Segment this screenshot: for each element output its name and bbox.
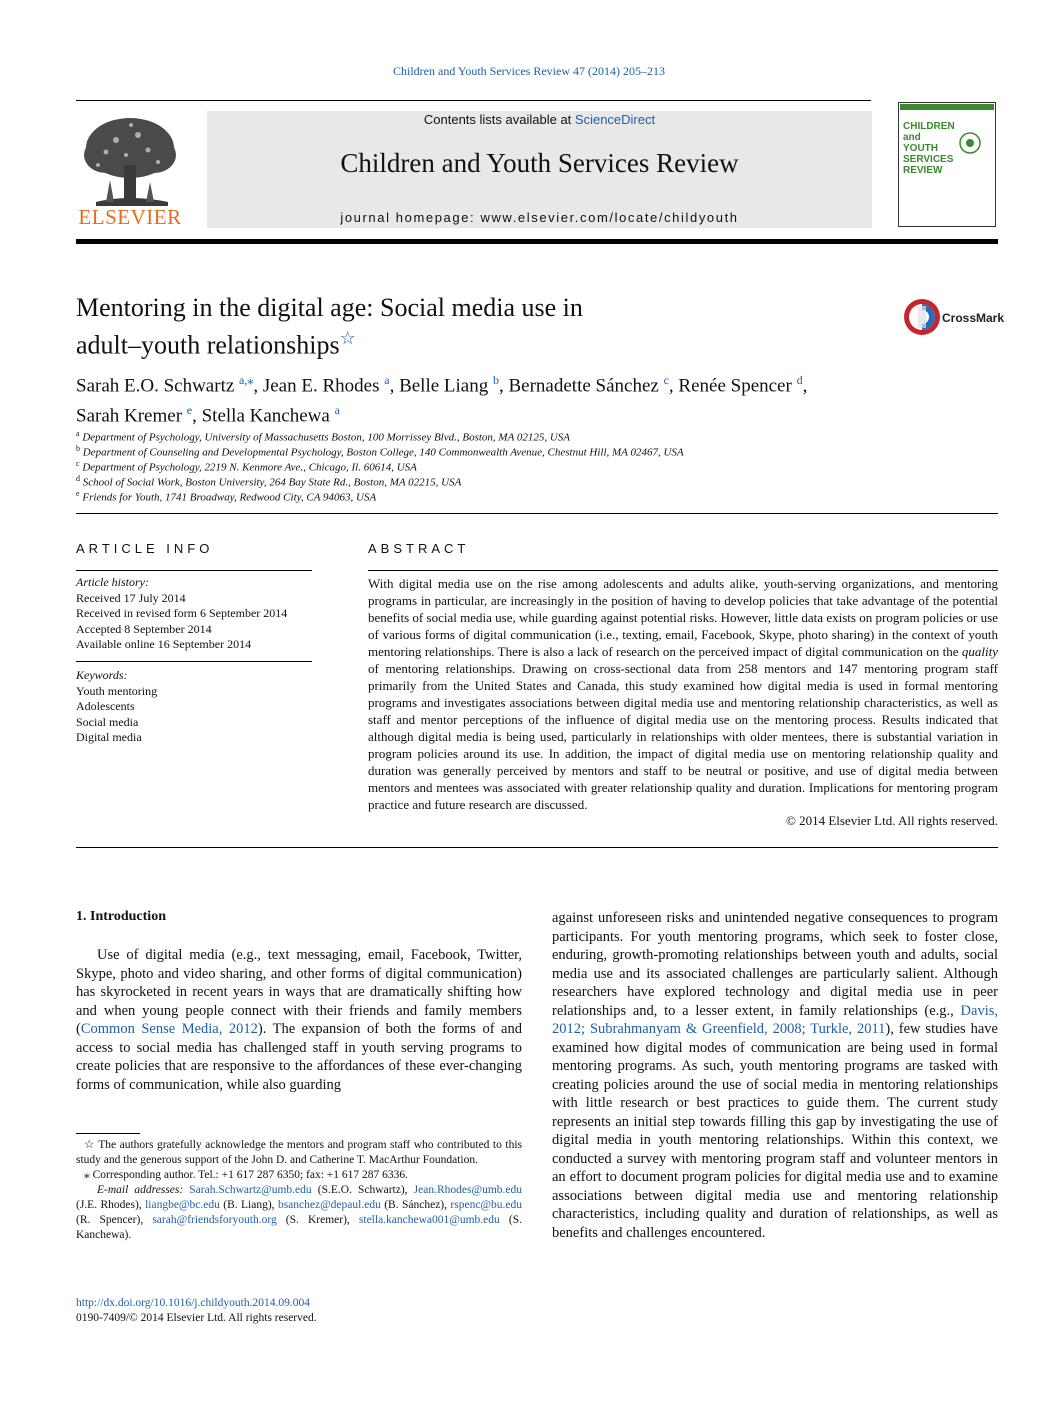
article-title [76, 293, 776, 361]
footnote-star-icon: ☆ [84, 1139, 95, 1151]
author-list [76, 368, 976, 429]
history-item: Accepted 8 September 2014 [76, 621, 212, 636]
footnote-text: The authors gratefully acknowledge the mentors and program staff who contributed to this study and the generous support of the John D. and Catherine T. MacArthur Foundation. [76, 1139, 522, 1166]
intro-right-column [552, 909, 998, 1242]
author-affil-mark[interactable]: b [492, 373, 499, 387]
affiliation-key: d [76, 474, 80, 483]
author-affil-mark[interactable]: c [663, 373, 669, 387]
affiliation-text: Department of Psychology, 2219 N. Kenmore Ave., Chicago, Il. 60614, USA [82, 461, 417, 474]
email-owner: (B. Liang), [219, 1199, 278, 1211]
article-title-line2: adult–youth relationships [76, 330, 340, 360]
footnote-text: Corresponding author. Tel.: +1 617 287 6350; fax: +1 617 287 6336. [92, 1169, 409, 1181]
email-link[interactable]: stella.kanchewa001@umb.edu [358, 1214, 500, 1226]
crossmark-label[interactable]: CrossMark [942, 311, 1005, 325]
keywords-block [76, 668, 157, 746]
footnote-asterisk-icon: ⁎ [84, 1169, 90, 1181]
author-name[interactable]: Belle Liang [399, 375, 489, 397]
contents-prefix: Contents lists available at [423, 112, 575, 127]
doi-block [76, 1296, 317, 1326]
article-info-heading: ARTICLE INFO [76, 541, 214, 556]
article-history [76, 575, 287, 653]
affiliation-key: c [76, 459, 80, 468]
section-heading-introduction: 1. Introduction [76, 909, 166, 924]
cover-ornament-icon [955, 128, 985, 158]
affiliation-text: Friends for Youth, 1741 Broadway, Redwood City, CA 94063, USA [82, 491, 377, 504]
author-affil-mark[interactable]: d [796, 373, 803, 387]
journal-citation[interactable]: Children and Youth Services Review 47 (2014) 205–213 [393, 64, 665, 78]
author-separator: , [498, 375, 509, 397]
author-separator: , [192, 405, 202, 427]
article-info-rule [76, 570, 312, 571]
footnote-acknowledgment [76, 1138, 522, 1168]
abstract-heading: ABSTRACT [368, 541, 470, 556]
email-link[interactable]: bsanchez@depaul.edu [277, 1199, 381, 1211]
author-name[interactable]: Sarah E.O. Schwartz [76, 375, 235, 397]
author-name[interactable]: Bernadette Sánchez [508, 375, 659, 397]
keywords-rule [76, 661, 312, 662]
intro-text: against unforeseen risks and unintended negative consequences to program participants. For youth mentoring programs, which seek to foster close, enduring, growth-promoting relationships between youth and adults, social media use and its associated challenges are particularly salient. Although researchers have explored technology and digital media use in peer relationships and, to a lesser extent, in family relationships (e.g., [552, 910, 998, 1019]
author-separator: , [668, 375, 679, 397]
header-top-rule [76, 100, 871, 101]
article-title-line1: Mentoring in the digital age: Social media use in [76, 293, 583, 322]
email-owner: (R. Spencer), [76, 1214, 153, 1226]
contents-line [207, 112, 872, 127]
intro-left-column [76, 946, 522, 1094]
footnote-emails [76, 1183, 522, 1243]
history-item: Received 17 July 2014 [76, 590, 186, 605]
author-name[interactable]: Stella Kanchewa [201, 405, 330, 427]
author-name[interactable]: Sarah Kremer [76, 405, 183, 427]
keywords-label: Keywords: [76, 668, 128, 682]
keyword: Social media [76, 714, 139, 729]
author-affil-mark[interactable]: a,⁎ [239, 373, 254, 387]
email-label: E-mail addresses: [97, 1184, 184, 1196]
keyword: Adolescents [76, 699, 135, 713]
email-owner: (S. Kremer), [276, 1214, 359, 1226]
intro-text: ), few studies have examined how digital modes of communication are being used in formal mentoring programs. As such, youth mentoring programs are tasked with creating policies around the use of social media in mentoring relationships with little research or best practices to guide them. The current study represents an initial step towards filling this gap by investigating the use of digital media in youth mentoring relationships. Within this context, we conducted a survey with mentoring program staff and volunteer mentors in an effort to document program policies for digital media use and to examine associations between digital media use and mentoring relationship characteristics, including quality and duration of relationships, as well as benefits and challenges encountered. [552, 1021, 998, 1241]
email-owner: (J.E. Rhodes), [76, 1199, 146, 1211]
history-item: Received in revised form 6 September 2014 [76, 606, 288, 620]
abstract-text [368, 575, 998, 813]
author-affil-mark[interactable]: a [384, 373, 390, 387]
email-link[interactable]: Jean.Rhodes@umb.edu [413, 1184, 522, 1196]
email-link[interactable]: Sarah.Schwartz@umb.edu [189, 1184, 312, 1196]
elsevier-wordmark: ELSEVIER [78, 205, 182, 229]
abstract-part: of mentoring relationships. Drawing on cross-sectional data from 258 mentors and 147 mentoring program staff primarily from the United States and Canada, this study examined how digital media is used in formal mentoring programs and investigates associations between digital media use and mentoring relationship characteristics, as well as staff and mentor perceptions of the influence of digital media use on the mentoring process. Results indicated that although digital media is being used, particularly in relationships with older mentees, there is substantial variation in program policies around its use. In addition, the impact of digital media use on mentoring relationship quality and duration was generally perceived by mentors and staff to be neutral or positive, and use of digital media between mentors and mentees was associated with greater relationship quality and duration. Implications for mentoring program practice and future research are discussed. [368, 661, 998, 812]
footnote-rule [76, 1133, 140, 1134]
author-affil-mark[interactable]: e [186, 403, 193, 418]
affiliation [76, 486, 376, 506]
history-label: Article history: [76, 575, 149, 589]
issn-copyright: 0190-7409/© 2014 Elsevier Ltd. All rights reserved. [76, 1312, 317, 1324]
doi-link[interactable]: http://dx.doi.org/10.1016/j.childyouth.2014.09.004 [76, 1297, 310, 1309]
keyword: Digital media [76, 730, 142, 744]
sciencedirect-link[interactable]: ScienceDirect [574, 112, 656, 127]
history-item: Available online 16 September 2014 [76, 637, 252, 651]
footnotes [76, 1138, 522, 1243]
cover-title: CHILDREN and YOUTH SERVICES REVIEW [903, 121, 955, 176]
affiliations-rule [76, 513, 998, 514]
crossmark-icon[interactable] [903, 298, 941, 336]
abstract-copyright: © 2014 Elsevier Ltd. All rights reserved. [785, 813, 998, 828]
abstract-italic: quality [961, 644, 998, 659]
reference-link[interactable]: Common Sense Media, 2012 [80, 1021, 258, 1037]
keyword: Youth mentoring [76, 683, 158, 698]
author-name[interactable]: Jean E. Rhodes [262, 375, 380, 397]
footnote-corresponding [76, 1168, 522, 1183]
author-name[interactable]: Renée Spencer [678, 375, 792, 397]
email-owner: (B. Sánchez), [380, 1199, 451, 1211]
author-separator: , [253, 375, 263, 397]
cover-top-band [900, 104, 994, 110]
author-separator: , [389, 375, 400, 397]
email-link[interactable]: liangbe@bc.edu [145, 1199, 220, 1211]
abstract-bottom-rule [76, 847, 998, 848]
title-footnote-star-icon[interactable]: ☆ [339, 328, 356, 348]
author-affil-mark[interactable]: a [334, 403, 340, 418]
abstract-part: With digital media use on the rise among adolescents and adults alike, youth-serving organizations, and mentoring programs in particular, are increasingly in the position of having to develop policies that take advantage of the potential benefits of social media use, while guarding against potential risks. However, little data exists on program policies or use of various forms of digital communication (i.e., texting, email, Facebook, Skype, photo sharing) in the context of youth mentoring relationships. There is also a lack of research on the perceived impact of digital communication on the [368, 576, 998, 659]
reference-link[interactable]: Davis, 2012; Subrahmanyam & Greenfield, 2008; Turkle, 2011 [552, 1002, 998, 1037]
abstract-rule [368, 570, 998, 571]
affiliation-key: b [76, 444, 80, 453]
header-bottom-rule [76, 239, 998, 244]
email-link[interactable]: rspenc@bu.edu [450, 1199, 522, 1211]
journal-title: Children and Youth Services Review [340, 148, 739, 178]
affiliation-key: a [76, 429, 80, 438]
email-owner: (S. Kanchewa). [76, 1214, 522, 1241]
intro-text: ). The expansion of both the forms of and access to social media has challenged staff in youth serving programs to create policies that are responsive to the affordances of these ever-changing forms of communication, while also guarding [76, 1021, 522, 1093]
journal-homepage[interactable]: journal homepage: www.elsevier.com/locate/childyouth [340, 210, 739, 225]
email-owner: (S.E.O. Schwartz), [311, 1184, 414, 1196]
affiliation-text: Department of Psychology, University of Massachusetts Boston, 100 Morrissey Blvd., Boston, MA 02125, USA [82, 431, 571, 444]
author-separator: , [802, 375, 808, 397]
affiliation-text: School of Social Work, Boston University, 264 Bay State Rd., Boston, MA 02215, USA [82, 476, 462, 489]
intro-text: Use of digital media (e.g., text messaging, email, Facebook, Twitter, Skype, photo and video sharing, and other forms of digital communication) has skyrocketed in recent years in ways that are dramatically shifting how and when young people connect with their friends and family members ( [76, 947, 522, 1037]
affiliation-key: e [76, 489, 80, 498]
affiliation-text: Department of Counseling and Developmental Psychology, Boston College, 140 Commonwealth Avenue, Chestnut Hill, MA 02467, USA [82, 446, 684, 459]
email-link[interactable]: sarah@friendsforyouth.org [152, 1214, 277, 1226]
